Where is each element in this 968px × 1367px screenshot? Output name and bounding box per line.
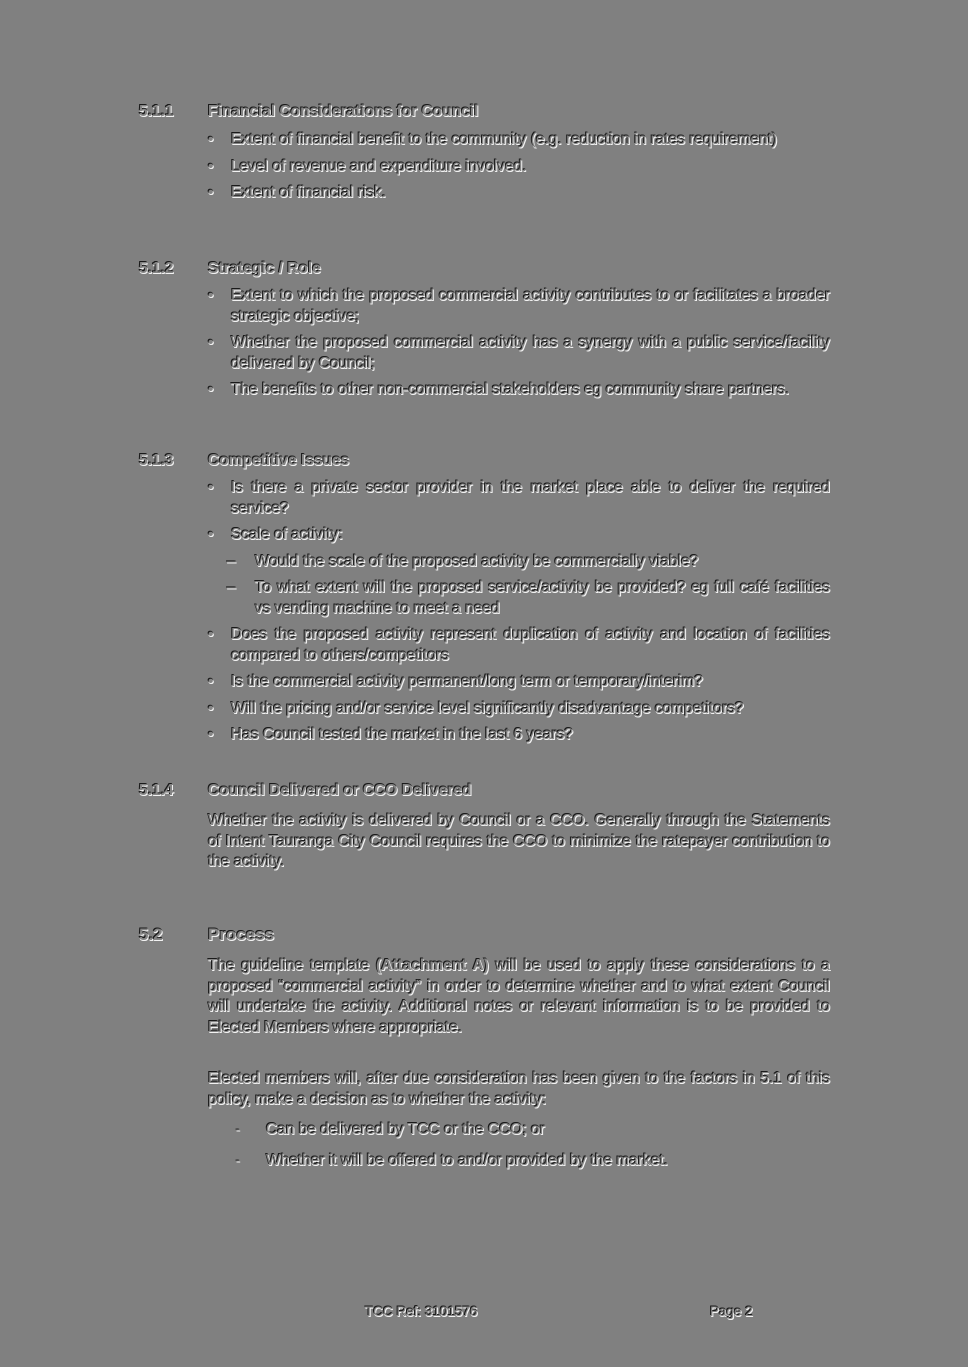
list-item: • Will the pricing and/or service level significantly disadvantage competitors? — [208, 699, 830, 720]
process-paragraph-1: The guideline template (Attachment A) will be used to apply these considerations to a proposed “commercial activity” in order to determine whether and to what extent Council will undertake the activity. Additional notes or relevant information is to be provided to Elected Members where appropriate. — [208, 957, 830, 1036]
list-item: • Does the proposed activity represent duplication of activity and location of facilities compared to others/competitors — [208, 626, 830, 664]
section-heading-5-1-3 — [139, 452, 349, 470]
sub-list-item: – Would the scale of the proposed activity be commercially viable? — [208, 552, 830, 573]
bullet-icon: • — [208, 626, 214, 643]
bullet-icon: • — [208, 334, 214, 351]
section-title: Council Delivered or CCO Delivered — [208, 782, 472, 799]
section-heading-5-2 — [139, 925, 274, 945]
bullet-icon: • — [208, 381, 214, 398]
section-heading-5-1-2 — [139, 260, 321, 278]
section-title: Financial Considerations for Council — [208, 103, 479, 120]
dash-icon: - — [236, 1124, 240, 1136]
list-item: • Scale of activity: — [208, 525, 830, 546]
list-item: • Extent to which the proposed commercial activity contributes to or facilitates a broader strategic objective; — [208, 287, 830, 325]
list-item: - Can be delivered by TCC or the CCO; or — [236, 1120, 836, 1141]
section-number: 5.2 — [139, 925, 163, 944]
attachment-reference: (Attachment A) — [376, 957, 489, 974]
list-item: • Is there a private sector provider in the market place able to deliver the required service? — [208, 479, 830, 517]
dash-icon: - — [236, 1154, 240, 1167]
bullet-icon: • — [208, 726, 214, 743]
section-number: 5.1.4 — [139, 782, 174, 799]
bullet-icon: • — [208, 157, 214, 175]
footer-reference: TCC Ref: 3101576 — [365, 1304, 478, 1319]
list-item: • The benefits to other non-commercial stakeholders eg community share partners. — [208, 380, 830, 401]
bullet-icon: • — [208, 184, 214, 201]
dash-icon: – — [227, 552, 236, 570]
bullet-icon: • — [208, 287, 214, 304]
competitive-issues-list — [208, 478, 830, 752]
footer-page-number: Page 2 — [710, 1304, 753, 1319]
council-cco-paragraph: Whether the activity is delivered by Council or a CCO. Generally through the Statements of Intent Tauranga City Council requires the CCO to minimize the ratepayer contribution to the activity. — [208, 812, 830, 870]
bullet-icon: • — [208, 479, 214, 496]
list-item: • Extent of financial risk. — [208, 183, 830, 204]
list-item: • Level of revenue and expenditure involved. — [208, 157, 830, 178]
bullet-icon: • — [208, 526, 214, 543]
dash-icon: – — [227, 579, 236, 596]
list-item: • Has Council tested the market in the last 6 years? — [208, 725, 830, 746]
section-number: 5.1.1 — [139, 103, 174, 120]
section-title: Process — [208, 925, 275, 944]
section-title: Strategic / Role — [208, 260, 321, 277]
list-item: - Whether it will be offered to and/or provided by the market. — [236, 1151, 836, 1172]
list-item: • Is the commercial activity permanent/long term or temporary/interim? — [208, 672, 830, 693]
strategic-role-list — [208, 286, 830, 407]
sub-list-item: – To what extent will the proposed service/activity be provided? eg full café facilities vs vending machine to meet a need — [227, 579, 830, 617]
bullet-icon: • — [208, 699, 214, 717]
section-title: Competitive Issues — [208, 452, 350, 469]
decision-options-list — [236, 1120, 836, 1181]
process-paragraph-2: Elected members will, after due consideration has been given to the factors in 5.1 of this policy, make a decision as to whether the activity: — [208, 1070, 830, 1108]
bullet-icon: • — [208, 131, 214, 148]
financial-considerations-list — [208, 130, 830, 210]
bullet-icon: • — [208, 673, 214, 690]
list-item: • Extent of financial benefit to the community (e.g. reduction in rates requirement) — [208, 130, 830, 151]
section-number: 5.1.2 — [139, 260, 174, 277]
section-number: 5.1.3 — [139, 452, 174, 469]
section-heading-5-1-1 — [139, 103, 478, 121]
section-heading-5-1-4 — [139, 782, 472, 800]
list-item: • Whether the proposed commercial activity has a synergy with a public service/facility delivered by Council; — [208, 334, 830, 372]
